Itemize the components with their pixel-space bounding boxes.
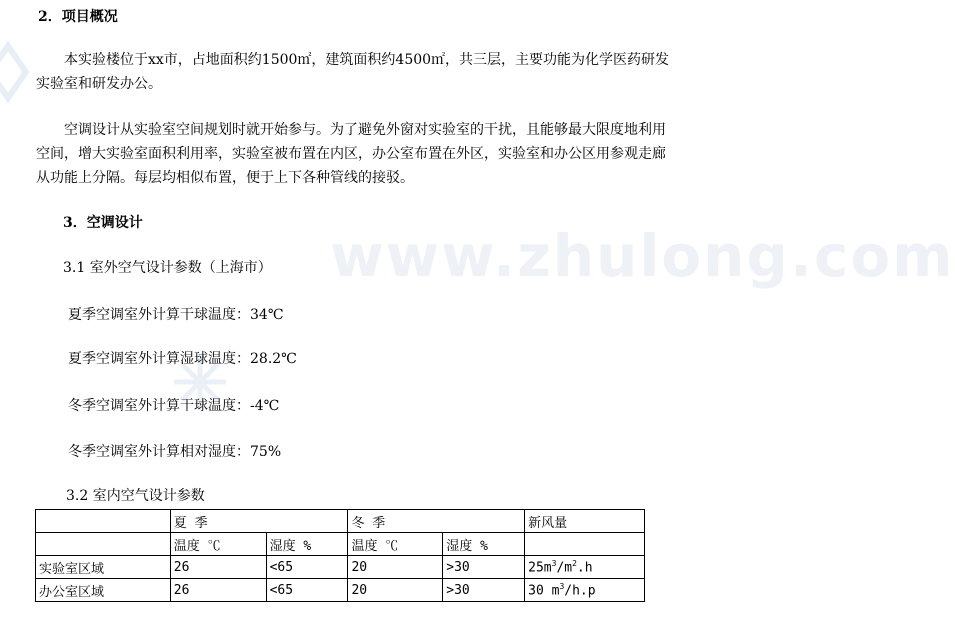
winter-dry-bulb-line: 冬季空调室外计算干球温度：-4℃ [68, 398, 280, 414]
table-row [36, 556, 645, 579]
table-cell [36, 533, 171, 556]
table-cell: 20 [348, 556, 443, 579]
table-row [36, 579, 645, 602]
winter-temp-header: 温度 ℃ [348, 533, 443, 556]
summer-wet-bulb-line: 夏季空调室外计算湿球温度：28.2℃ [68, 351, 297, 367]
section-3-heading: 3．空调设计 [63, 215, 143, 231]
summer-header: 夏 季 [170, 510, 348, 533]
table-cell: 20 [348, 579, 443, 602]
table-cell [36, 510, 171, 533]
table-cell: <65 [266, 556, 348, 579]
table-cell [525, 533, 645, 556]
table-subheader-row [36, 533, 645, 556]
watermark-snowflake-icon [0, 42, 30, 102]
table-cell: 26 [170, 556, 266, 579]
section-2-heading: 2．项目概况 [38, 9, 118, 25]
project-overview-paragraph-1: 本实验楼位于xx市，占地面积约1500㎡，建筑面积约4500㎡，共三层，主要功能为化学医药研发实验室和研发办公。 [36, 52, 670, 92]
project-overview-paragraph-2: 空调设计从实验室空间规划时就开始参与。为了避免外窗对实验室的干扰，且能够最大限度地利用空间，增大实验室面积利用率，实验室被布置在内区，办公室布置在外区，实验室和办公区用参观走廊从功能上分隔。每层均相似布置，便于上下各种管线的接驳。 [36, 122, 666, 186]
watermark-text: www.zhulong.com [330, 222, 955, 290]
fresh-air-value: 30 $m^3/h.p$ [525, 579, 645, 602]
indoor-params-subheading: 3.2 室内空气设计参数 [66, 488, 205, 504]
fresh-air-header: 新风量 [525, 510, 645, 533]
table-cell: >30 [443, 556, 525, 579]
table-cell: >30 [443, 579, 525, 602]
winter-humidity-header: 湿度 % [443, 533, 525, 556]
fresh-air-value: $25m^3/m^2.h$ [525, 556, 645, 579]
summer-temp-header: 温度 ℃ [170, 533, 266, 556]
row-label: 实验室区域 [36, 556, 171, 579]
winter-humidity-line: 冬季空调室外计算相对湿度：75% [68, 444, 282, 460]
winter-header: 冬 季 [348, 510, 525, 533]
table-header-row [36, 510, 645, 533]
outdoor-params-subheading: 3.1 室外空气设计参数（上海市） [63, 260, 272, 276]
table-cell: <65 [266, 579, 348, 602]
summer-humidity-header: 湿度 % [266, 533, 348, 556]
indoor-params-table [35, 509, 645, 602]
summer-dry-bulb-line: 夏季空调室外计算干球温度：34℃ [68, 307, 284, 323]
table-cell: 26 [170, 579, 266, 602]
row-label: 办公室区域 [36, 579, 171, 602]
